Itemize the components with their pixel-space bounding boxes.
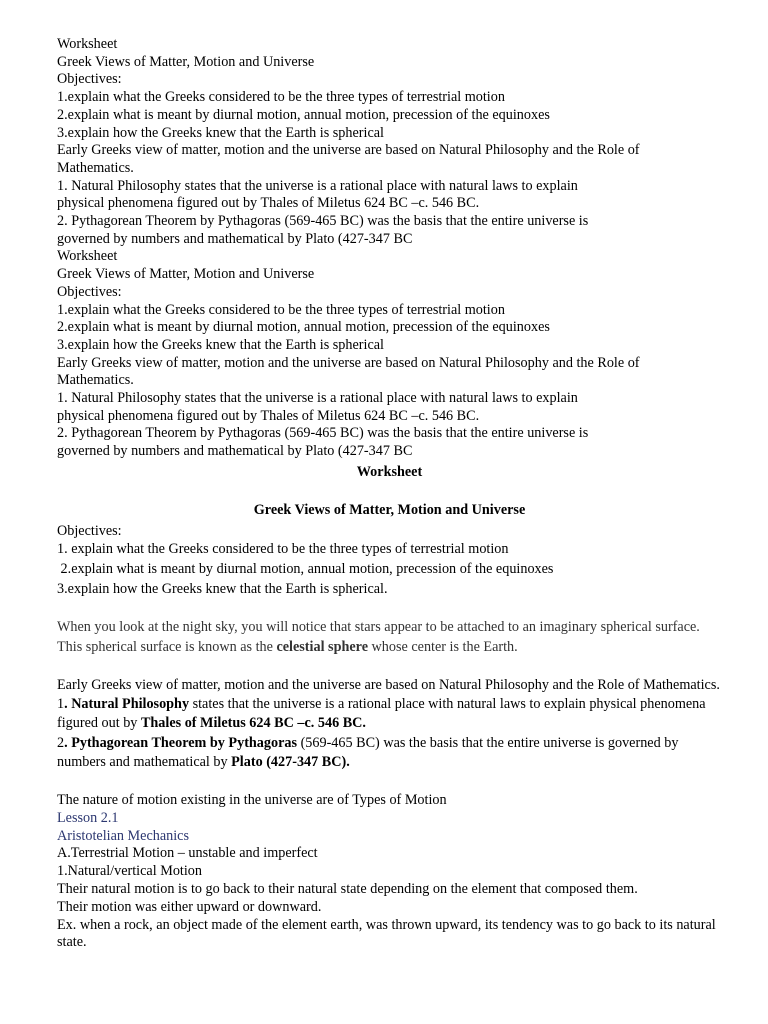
objective-item: 2.explain what is meant by diurnal motion, annual motion, precession of the equinoxes [57, 561, 554, 578]
body-paragraph: Their natural motion is to go back to their natural state depending on the element that composed them. [57, 881, 638, 898]
text-line: Early Greeks view of matter, motion and the universe are based on Natural Philosophy and the Role of [57, 354, 640, 371]
text-line: physical phenomena figured out by Thales of Miletus 624 BC –c. 546 BC. [57, 407, 480, 424]
text-line: Objectives: [57, 283, 122, 300]
text-line: 1. Natural Philosophy states that the universe is a rational place with natural laws to explain [57, 390, 578, 407]
text-line: Early Greeks view of matter, motion and the universe are based on Natural Philosophy and the Role of [57, 142, 640, 159]
text-line: 1.explain what the Greeks considered to be the three types of terrestrial motion [57, 301, 505, 318]
worksheet-title: Worksheet [356, 463, 423, 480]
worksheet-subtitle: Greek Views of Matter, Motion and Universe [253, 502, 526, 519]
text-line: 3.explain how the Greeks knew that the Earth is spherical [57, 336, 384, 353]
document-page [57, 36, 722, 952]
nature-of-motion-line: The nature of motion existing in the universe are of Types of Motion [57, 792, 447, 809]
objectives-label: Objectives: [57, 523, 122, 540]
text-line: Mathematics. [57, 159, 134, 176]
text-line: physical phenomena figured out by Thales of Miletus 624 BC –c. 546 BC. [57, 195, 480, 212]
natural-motion-heading: 1.Natural/vertical Motion [57, 863, 202, 880]
text-line: Mathematics. [57, 372, 134, 389]
text-line: Greek Views of Matter, Motion and Universe [57, 266, 315, 283]
text-line: Objectives: [57, 71, 122, 88]
text-line: Greek Views of Matter, Motion and Universe [57, 53, 315, 70]
text-line: Worksheet [57, 36, 118, 52]
pythagorean-paragraph: 2. Pythagorean Theorem by Pythagoras (569-465 BC) was the basis that the entire universe is governed by numbers and mathematical by Plato (427-347 BC). [57, 734, 679, 771]
terrestrial-motion-heading: A.Terrestrial Motion – unstable and imperfect [57, 845, 318, 862]
main-worksheet [57, 463, 722, 952]
text-line: 2. Pythagorean Theorem by Pythagoras (569-465 BC) was the basis that the entire universe is [57, 425, 589, 442]
repeated-block-1 [57, 36, 722, 248]
repeated-block-2 [57, 248, 722, 460]
body-paragraph: Ex. when a rock, an object made of the element earth, was thrown upward, its tendency was to go back to its natural state. [57, 916, 716, 951]
text-line: 1.explain what the Greeks considered to be the three types of terrestrial motion [57, 89, 505, 106]
text-line: governed by numbers and mathematical by Plato (427-347 BC [57, 230, 413, 247]
celestial-sphere-term: celestial sphere [276, 638, 368, 655]
text-line: 3.explain how the Greeks knew that the Earth is spherical [57, 124, 384, 141]
lesson-heading: Lesson 2.1 [57, 809, 119, 826]
natural-philosophy-paragraph: 1. Natural Philosophy states that the universe is a rational place with natural laws to explain physical phenomena figured out by Thales of Miletus 624 BC –c. 546 BC. [57, 695, 706, 732]
text-line: 2.explain what is meant by diurnal motion, annual motion, precession of the equinoxes [57, 106, 550, 123]
objective-item: 1. explain what the Greeks considered to be the three types of terrestrial motion [57, 541, 509, 558]
celestial-sphere-paragraph: When you look at the night sky, you will notice that stars appear to be attached to an imaginary spherical surface. This spherical surface is known as the celestial sphere whose center is the Earth. [57, 619, 700, 655]
text-line: 1. Natural Philosophy states that the universe is a rational place with natural laws to explain [57, 177, 578, 194]
text-line: Worksheet [57, 248, 118, 265]
text-line: 2.explain what is meant by diurnal motion, annual motion, precession of the equinoxes [57, 319, 550, 336]
mechanics-heading: Aristotelian Mechanics [57, 827, 189, 844]
objective-item: 3.explain how the Greeks knew that the Earth is spherical. [57, 580, 388, 597]
lesson-section [57, 792, 722, 952]
text-line: governed by numbers and mathematical by Plato (427-347 BC [57, 443, 413, 460]
early-greeks-paragraph: Early Greeks view of matter, motion and the universe are based on Natural Philosophy and the Role of Mathematics. [57, 677, 720, 694]
body-paragraph: Their motion was either upward or downward. [57, 898, 322, 915]
text-line: 2. Pythagorean Theorem by Pythagoras (569-465 BC) was the basis that the entire universe is [57, 213, 589, 230]
